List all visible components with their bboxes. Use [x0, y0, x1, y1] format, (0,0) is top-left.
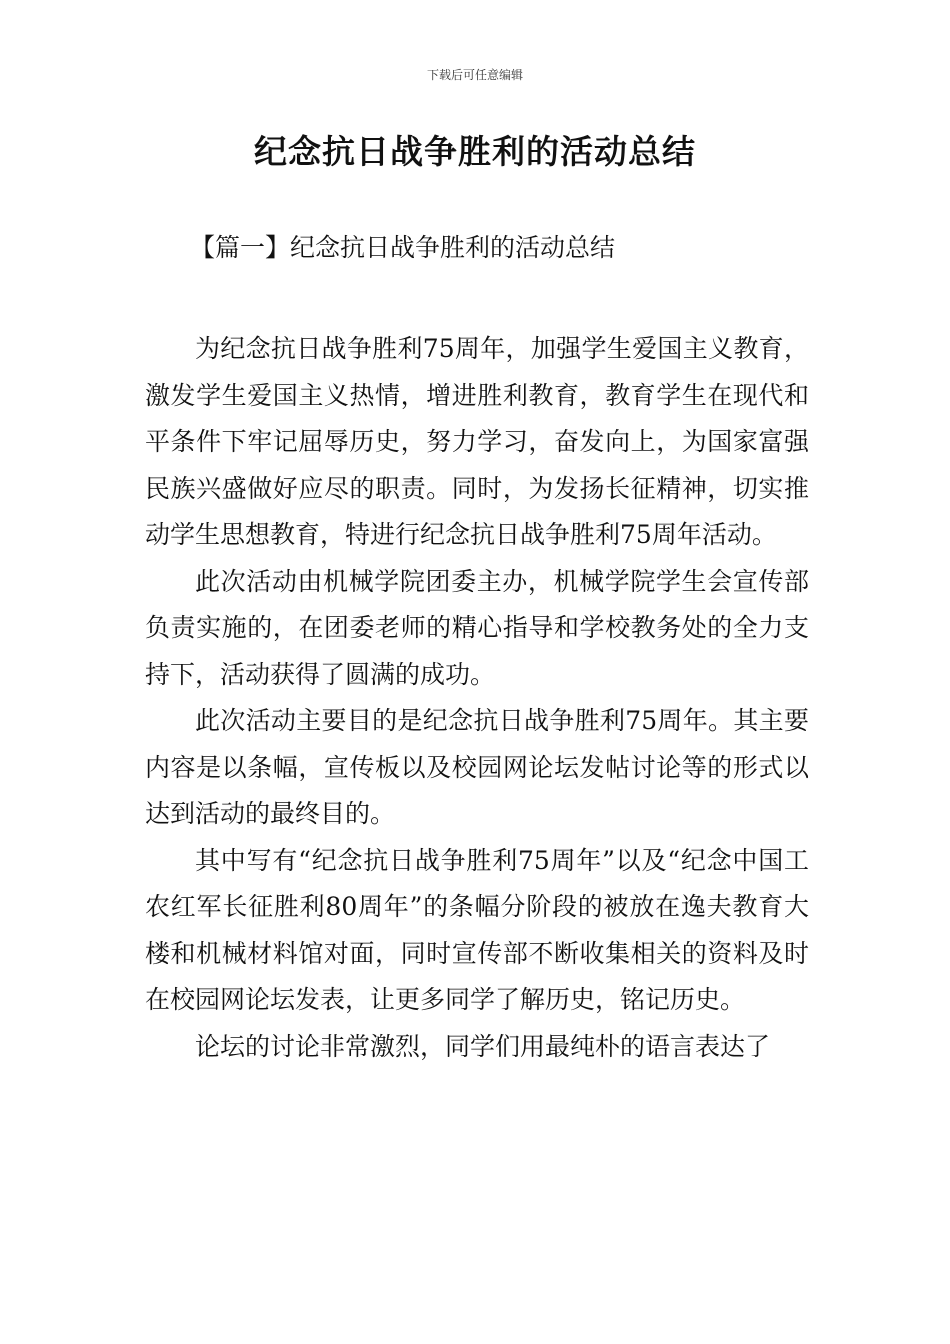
section-heading: 【篇一】纪念抗日战争胜利的活动总结: [190, 233, 616, 262]
paragraph: 其中写有“纪念抗日战争胜利75周年”以及“纪念中国工农红军长征胜利80周年”的条幅分阶段的被放在逸夫教育大楼和机械材料馆对面，同时宣传部不断收集相关的资料及时在校园网论坛发表，让更多同学了解历史，铭记历史。: [145, 845, 809, 1014]
header-note: 下载后可任意编辑: [426, 68, 523, 82]
paragraph: 论坛的讨论非常激烈，同学们用最纯朴的语言表达了: [195, 1031, 771, 1061]
paragraph: 此次活动主要目的是纪念抗日战争胜利75周年。其主要内容是以条幅，宣传板以及校园网论坛发帖讨论等的形式以达到活动的最终目的。: [145, 706, 809, 828]
document-body: [145, 326, 809, 1070]
paragraph: 此次活动由机械学院团委主办，机械学院学生会宣传部负责实施的，在团委老师的精心指导和学校教务处的全力支持下，活动获得了圆满的成功。: [145, 566, 809, 689]
document-title: 纪念抗日战争胜利的活动总结: [254, 132, 696, 171]
paragraph: 为纪念抗日战争胜利75周年，加强学生爱国主义教育，激发学生爱国主义热情，增进胜利教育，教育学生在现代和平条件下牢记屈辱历史，努力学习，奋发向上，为国家富强民族兴盛做好应尽的职责。同时，为发扬长征精神，切实推动学生思想教育，特进行纪念抗日战争胜利75周年活动。: [145, 334, 809, 549]
